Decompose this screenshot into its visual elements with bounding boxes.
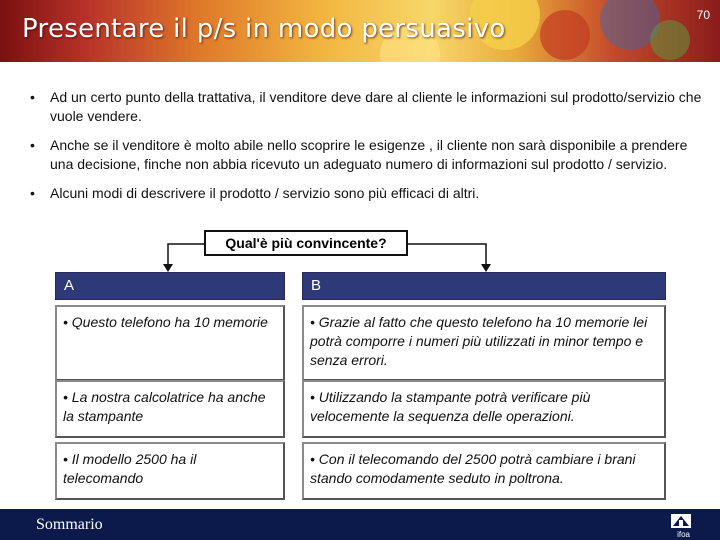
column-header-a: A — [55, 272, 285, 300]
footer-bar — [0, 509, 720, 540]
table-cell-b: • Utilizzando la stampante potrà verificare più velocemente la sequenza delle operazioni. — [302, 380, 666, 438]
left-connector — [168, 244, 204, 268]
bullet-text: Anche se il venditore è molto abile nello scoprire le esigenze , il cliente non sarà disponibile a prendere una decisione, finche non abbia ricevuto un adeguato numero di informazioni sul prodotto / servizio. — [50, 137, 688, 172]
bullet-symbol: • — [30, 185, 35, 201]
bullet-text: Alcuni modi di descrivere il prodotto / servizio sono più efficaci di altri. — [50, 185, 480, 201]
table-cell-b: • Grazie al fatto che questo telefono ha 10 memorie lei potrà comporre i numeri più utilizzati in minor tempo e senza errori. — [302, 305, 666, 381]
right-arrowhead — [481, 264, 491, 272]
logo-text: ifoa — [677, 530, 690, 539]
question-box: Qual'è più convincente? — [204, 230, 408, 256]
sommario-link[interactable]: Sommario — [36, 516, 103, 533]
bullet-symbol: • — [30, 89, 35, 105]
table-cell-a: • Questo telefono ha 10 memorie — [55, 305, 285, 381]
page-title: Presentare il p/s in modo persuasivo — [22, 14, 506, 44]
left-arrowhead — [163, 264, 173, 272]
table-cell-a: • La nostra calcolatrice ha anche la stampante — [55, 380, 285, 438]
bullet-text: Ad un certo punto della trattativa, il venditore deve dare al cliente le informazioni sul prodotto/servizio che vuole vendere. — [50, 89, 702, 124]
right-connector — [408, 244, 486, 268]
page-number: 70 — [696, 8, 710, 22]
column-header-b: B — [302, 272, 666, 300]
table-cell-b: • Con il telecomando del 2500 potrà cambiare i brani stando comodamente seduto in poltrona. — [302, 442, 666, 500]
bullet-symbol: • — [30, 137, 35, 153]
table-cell-a: • Il modello 2500 ha il telecomando — [55, 442, 285, 500]
